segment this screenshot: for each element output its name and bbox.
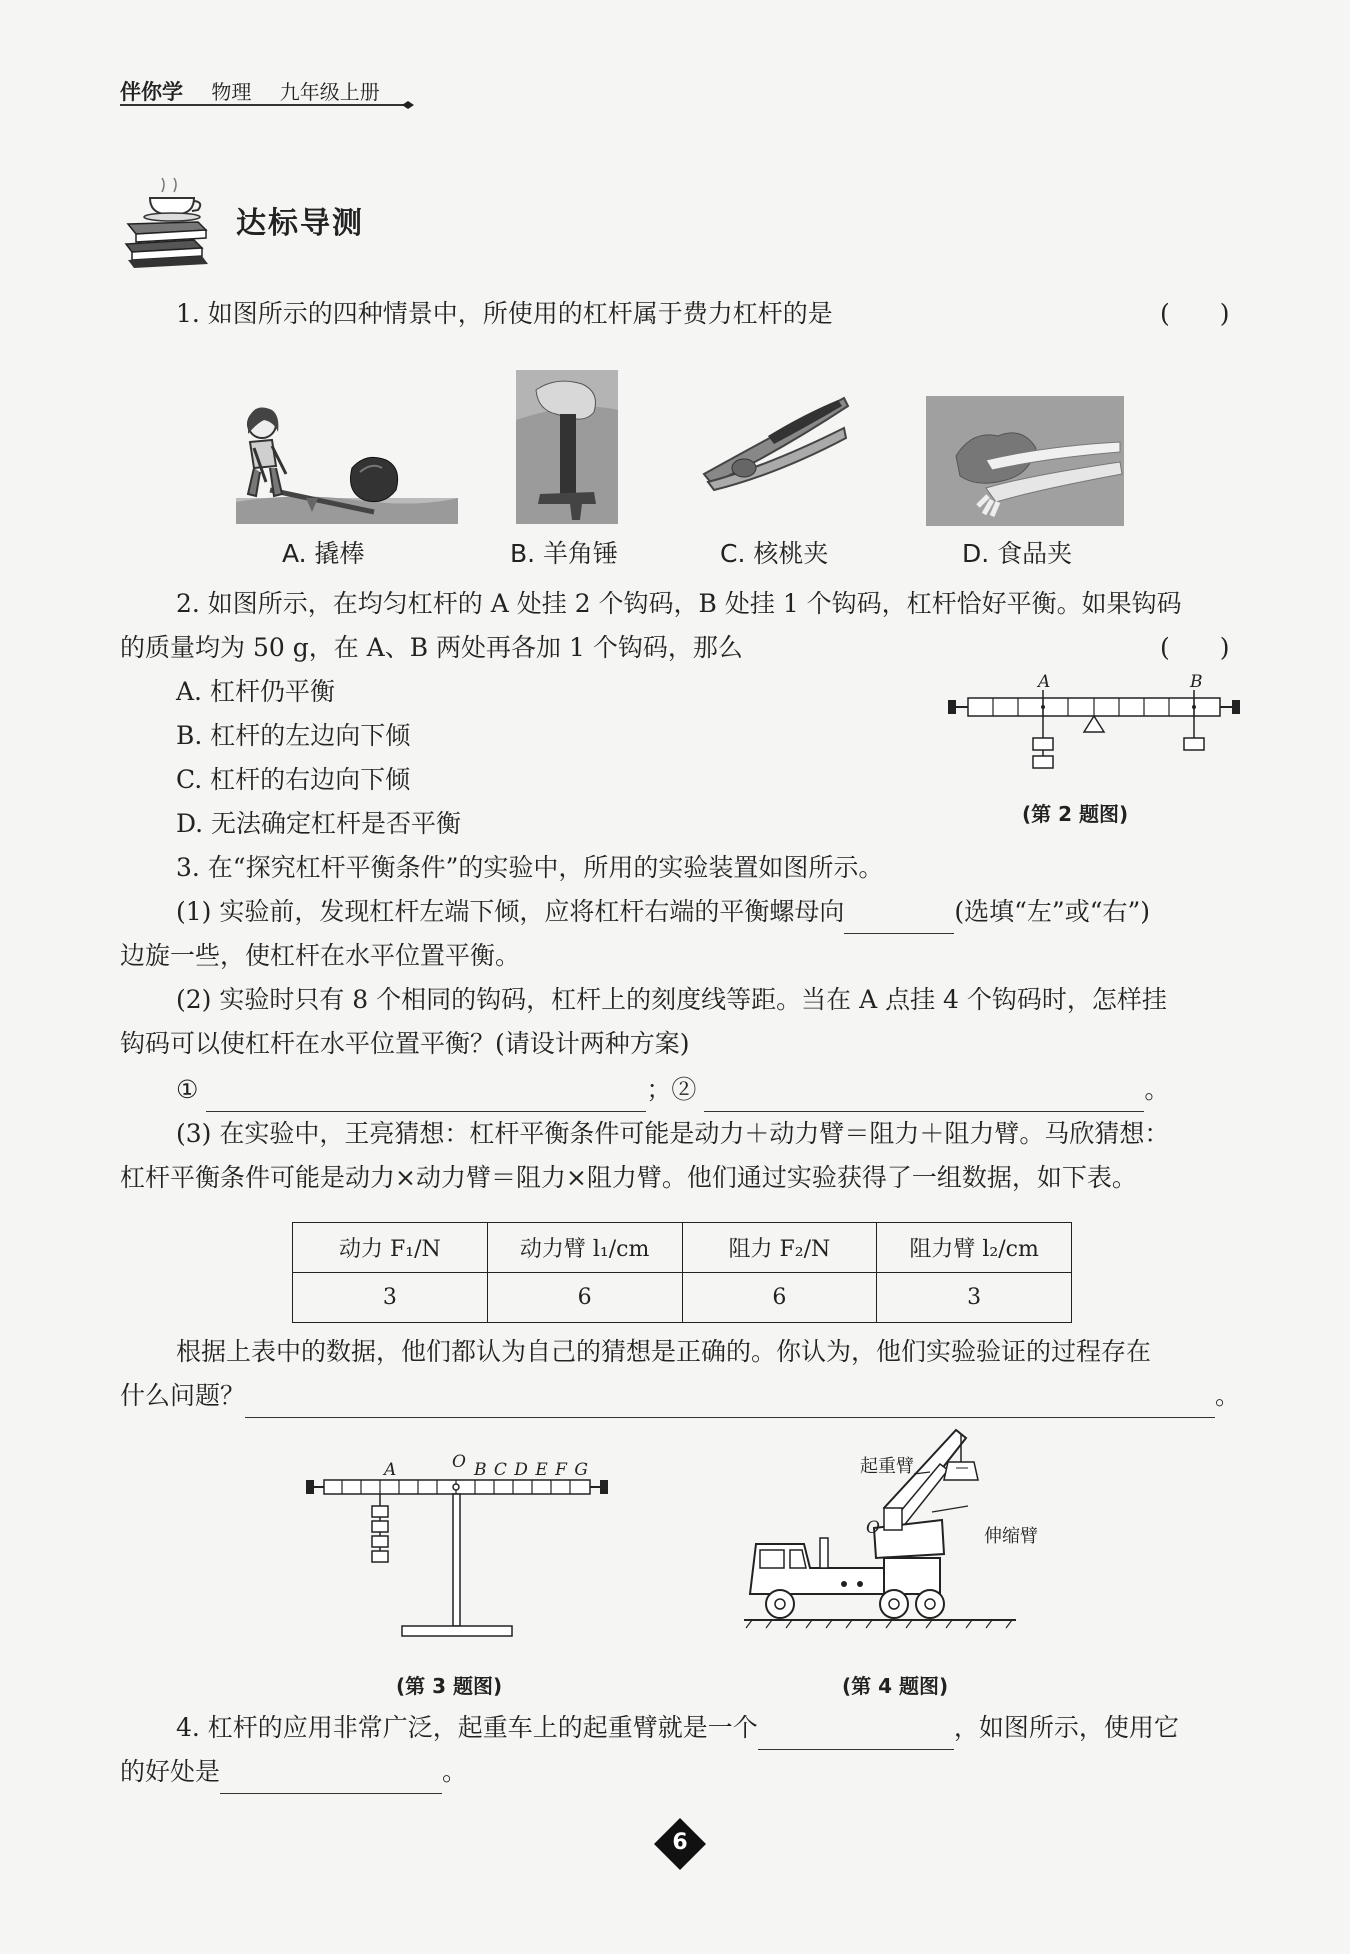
q3-plan1-marker: ① xyxy=(176,1075,199,1104)
table-cell: 3 xyxy=(293,1273,488,1323)
q4-lever-type-blank[interactable] xyxy=(758,1719,954,1750)
q3-label-o: O xyxy=(452,1452,466,1472)
table-header-cell: 阻力 F₂/N xyxy=(682,1223,877,1273)
q3-plan2-marker: ；② xyxy=(646,1075,697,1104)
table-header-cell: 动力 F₁/N xyxy=(293,1223,488,1273)
section-title: 达标导测 xyxy=(236,206,364,241)
table-cell: 6 xyxy=(487,1273,682,1323)
q3-plan2-end: 。 xyxy=(1144,1075,1170,1104)
q1-option-c: C. 核桃夹 xyxy=(720,539,829,568)
q3-part3-line1: (3) 在实验中，王亮猜想：杠杆平衡条件可能是动力＋动力臂＝阻力＋阻力臂。马欣猜想： xyxy=(176,1119,1170,1148)
q3-part1-text-a: (1) 实验前，发现杠杆左端下倾，应将杠杆右端的平衡螺母向 xyxy=(176,897,845,926)
q4-line1 xyxy=(176,1706,1179,1750)
q4-label-boom: 起重臂 xyxy=(860,1456,914,1477)
table-header-cell: 阻力臂 l₂/cm xyxy=(877,1223,1072,1273)
q4-benefit-blank[interactable] xyxy=(220,1763,442,1794)
q2-option-d: D. 无法确定杠杆是否平衡 xyxy=(176,809,462,838)
q3-part2-line2: 钩码可以使杠杆在水平位置平衡？(请设计两种方案) xyxy=(120,1029,690,1058)
table-header-row xyxy=(293,1223,1072,1273)
q1-option-b: B. 羊角锤 xyxy=(510,539,619,568)
q3-lever-stand-figure xyxy=(306,1476,608,1640)
q2-caption: (第 2 题图) xyxy=(1022,802,1129,826)
q4-text-b: ，如图所示，使用它 xyxy=(953,1713,1179,1742)
q4-text-d: 。 xyxy=(442,1757,468,1786)
nutcracker-picture xyxy=(698,392,850,492)
q3-part3-line2: 杠杆平衡条件可能是动力×动力臂＝阻力×阻力臂。他们通过实验获得了一组数据，如下表。 xyxy=(120,1163,1137,1192)
q1-option-d: D. 食品夹 xyxy=(962,539,1073,568)
page-number: 6 xyxy=(672,1830,688,1855)
table-cell: 6 xyxy=(682,1273,877,1323)
q3-plan2-blank[interactable] xyxy=(704,1081,1144,1112)
q3-label-a: A xyxy=(384,1460,397,1480)
q2-option-a: A. 杠杆仍平衡 xyxy=(176,677,335,706)
q1-answer-paren: ( ) xyxy=(1160,299,1230,328)
q4-line2 xyxy=(120,1750,467,1794)
q3-stem: 3. 在“探究杠杆平衡条件”的实验中，所用的实验装置如图所示。 xyxy=(176,853,884,882)
q3-problem-blank[interactable] xyxy=(245,1387,1215,1418)
q2-option-b: B. 杠杆的左边向下倾 xyxy=(176,721,411,750)
q2-answer-paren: ( ) xyxy=(1160,633,1230,662)
q4-caption: (第 4 题图) xyxy=(842,1674,949,1698)
q3-after-line1: 根据上表中的数据，他们都认为自己的猜想是正确的。你认为，他们实验验证的过程存在 xyxy=(176,1337,1152,1366)
q3-part1-line2: 边旋一些，使杠杆在水平位置平衡。 xyxy=(120,941,521,970)
q2-label-a: A xyxy=(1038,672,1051,692)
header-rule xyxy=(120,100,420,114)
q3-after-line2 xyxy=(120,1374,1240,1418)
books-cup-icon xyxy=(122,172,212,268)
table-cell: 3 xyxy=(877,1273,1072,1323)
header-subject: 物理 xyxy=(211,80,252,104)
q4-text-a: 4. 杠杆的应用非常广泛，起重车上的起重臂就是一个 xyxy=(176,1713,758,1742)
q3-part2-line1: (2) 实验时只有 8 个相同的钩码，杠杆上的刻度线等距。当在 A 点挂 4 个钩码时，怎样挂 xyxy=(176,985,1167,1014)
food-tongs-picture xyxy=(926,396,1124,526)
q4-label-o: O xyxy=(866,1518,880,1538)
q3-caption: (第 3 题图) xyxy=(396,1674,503,1698)
q3-part1-text-b: (选填“左”或“右”) xyxy=(954,897,1151,926)
q4-label-telescopic: 伸缩臂 xyxy=(984,1526,1038,1547)
q2-stem-line2: 的质量均为 50 g，在 A、B 两处再各加 1 个钩码，那么 xyxy=(120,633,743,662)
q3-part1-blank[interactable] xyxy=(844,903,954,934)
crowbar-picture xyxy=(236,402,458,524)
q3-part2-answers xyxy=(176,1068,1169,1112)
header-grade: 九年级上册 xyxy=(279,80,380,104)
q1-option-a: A. 撬棒 xyxy=(282,539,365,568)
claw-hammer-picture xyxy=(516,370,618,524)
q3-after-text: 什么问题？ xyxy=(120,1381,246,1410)
q3-part1-line1 xyxy=(176,890,1150,934)
q2-label-b: B xyxy=(1190,672,1203,692)
q2-option-c: C. 杠杆的右边向下倾 xyxy=(176,765,411,794)
table-row xyxy=(293,1273,1072,1323)
q2-stem-line1: 2. 如图所示，在均匀杠杆的 A 处挂 2 个钩码，B 处挂 1 个钩码，杠杆恰好平衡。如果钩码 xyxy=(176,589,1182,618)
q4-text-c: 的好处是 xyxy=(120,1757,221,1786)
q3-after-end: 。 xyxy=(1215,1381,1241,1410)
q3-data-table xyxy=(292,1222,1072,1323)
q1-stem: 1. 如图所示的四种情景中，所使用的杠杆属于费力杠杆的是 xyxy=(176,299,833,328)
q3-plan1-blank[interactable] xyxy=(206,1081,646,1112)
table-header-cell: 动力臂 l₁/cm xyxy=(487,1223,682,1273)
header-brand: 伴你学 xyxy=(120,80,183,104)
q3-label-points: B C D E F G xyxy=(474,1460,589,1480)
